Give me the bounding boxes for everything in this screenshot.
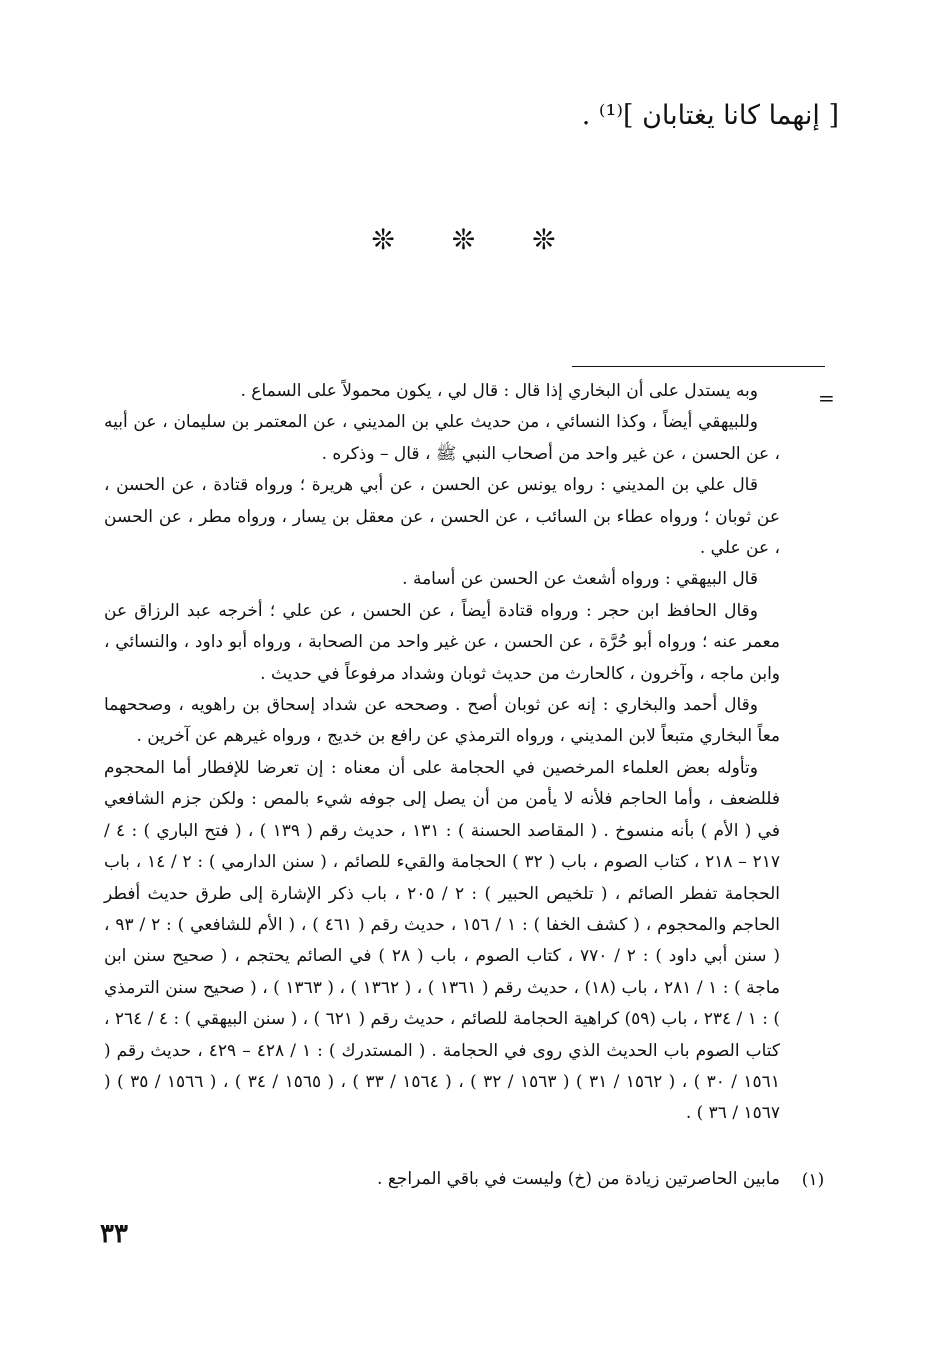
- footnote-paragraph: وقال الحافظ ابن حجر : ورواه قتادة أيضاً ، عن الحسن ، عن علي ؛ أخرجه عبد الرزاق عن معمر عنه ؛ ورواه أبو حُرَّة ، عن الحسن ، عن غير واحد من الصحابة ، ورواه أبو داود ، والنسائي ، وابن ماجه ، وآخرون ، كالحارث من حديث ثوبان وشداد مرفوعاً في حديث .: [104, 600, 780, 684]
- main-text-line: [ إنهما كانا يغتابان ]⁽¹⁾ .: [581, 100, 839, 131]
- footnote-rule: [572, 366, 825, 367]
- footnote-text: مابين الحاصرتين زيادة من (خ) وليست في باقي المراجع .: [377, 1169, 780, 1189]
- footnote-paragraph: وتأوله بعض العلماء المرخصين في الحجامة على أن معناه : إن تعرضا للإفطار أما المحجوم فللضعف ، وأما الحاجم فلأنه لا يأمن من أن يصل إلى جوفه شيء بالمص : ولكن جزم الشافعي في ( الأم ) بأنه منسوخ . ( المقاصد الحسنة ) : ١٣١ ، حديث رقم ( ١٣٩ ) ، ( فتح الباري ) : ٤ / ٢١٧ – ٢١٨ ، كتاب الصوم ، باب ( ٣٢ ) الحجامة والقيء للصائم ، ( سنن الدارمي ) : ٢ / ١٤ ، باب الحجامة تفطر الصائم ، ( تلخيص الحبير ) : ٢ / ٢٠٥ ، باب ذكر الإشارة إلى طرق حديث أفطر الحاجم والمحجوم ، ( كشف الخفا ) : ١ / ١٥٦ ، حديث رقم ( ٤٦١ ) ، ( الأم للشافعي ) : ٢ / ٩٣ ، ( سنن أبي داود ) : ٢ / ٧٧٠ ، كتاب الصوم ، باب ( ٢٨ ) في الصائم يحتجم ، ( صحيح سنن ابن ماجة ) : ١ / ٢٨١ ، باب (١٨) ، حديث رقم ( ١٣٦١ ) ، ( ١٣٦٢ ) ، ( ١٣٦٣ ) ، ( صحيح سنن الترمذي ) : ١ / ٢٣٤ ، باب (٥٩) كراهية الحجامة للصائم ، حديث رقم ( ٦٢١ ) ، ( سنن البيهقي ) : ٤ / ٢٦٤ ، كتاب الصوم باب الحديث الذي روى في الحجامة . ( المستدرك ) : ١ / ٤٢٨ – ٤٢٩ ، حديث رقم ( ١٥٦١ / ٣٠ ) ، ( ١٥٦٢ / ٣١ ) ( ١٥٦٣ / ٣٢ ) ، ( ١٥٦٤ / ٣٣ ) ، ( ١٥٦٥ / ٣٤ ) ، ( ١٥٦٦ / ٣٥ ) ( ١٥٦٧ / ٣٦ ) .: [104, 757, 781, 1124]
- footnote-paragraph: وللبيهقي أيضاً ، وكذا النسائي ، من حديث علي بن المديني ، عن المعتمر بن سليمان ، عن أبيه ، عن الحسن ، عن غير واحد من أصحاب النبي ﷺ ، قال – وذكره .: [104, 412, 780, 464]
- footnote-paragraph: قال البيهقي : ورواه أشعث عن الحسن عن أسامة .: [402, 569, 758, 590]
- page-number: ٣٣: [100, 1219, 128, 1249]
- footnote-number: (١): [801, 1170, 825, 1190]
- footnote-paragraph: وبه يستدل على أن البخاري إذا قال : قال لي ، يكون محمولاً على السماع .: [240, 381, 758, 401]
- continuation-marker: =: [818, 386, 835, 410]
- footnote-block: [104, 376, 780, 1130]
- footnote-paragraph: قال علي بن المديني : رواه يونس عن الحسن ، عن أبي هريرة ؛ ورواه قتادة ، عن الحسن ، عن ثوبان ؛ ورواه عطاء بن السائب ، عن الحسن ، عن معقل بن يسار ، ورواه مطر ، عن الحسن ، عن علي .: [104, 475, 780, 559]
- section-separator: ❊ ❊ ❊: [371, 223, 580, 256]
- footnote-paragraph: وقال أحمد والبخاري : إنه عن ثوبان أصح . وصححه عن شداد إسحاق بن راهويه ، وصححهما معاً البخاري متبعاً لابن المديني ، ورواه الترمذي عن رافع بن خديج ، ورواه غيرهم عن آخرين .: [104, 695, 780, 747]
